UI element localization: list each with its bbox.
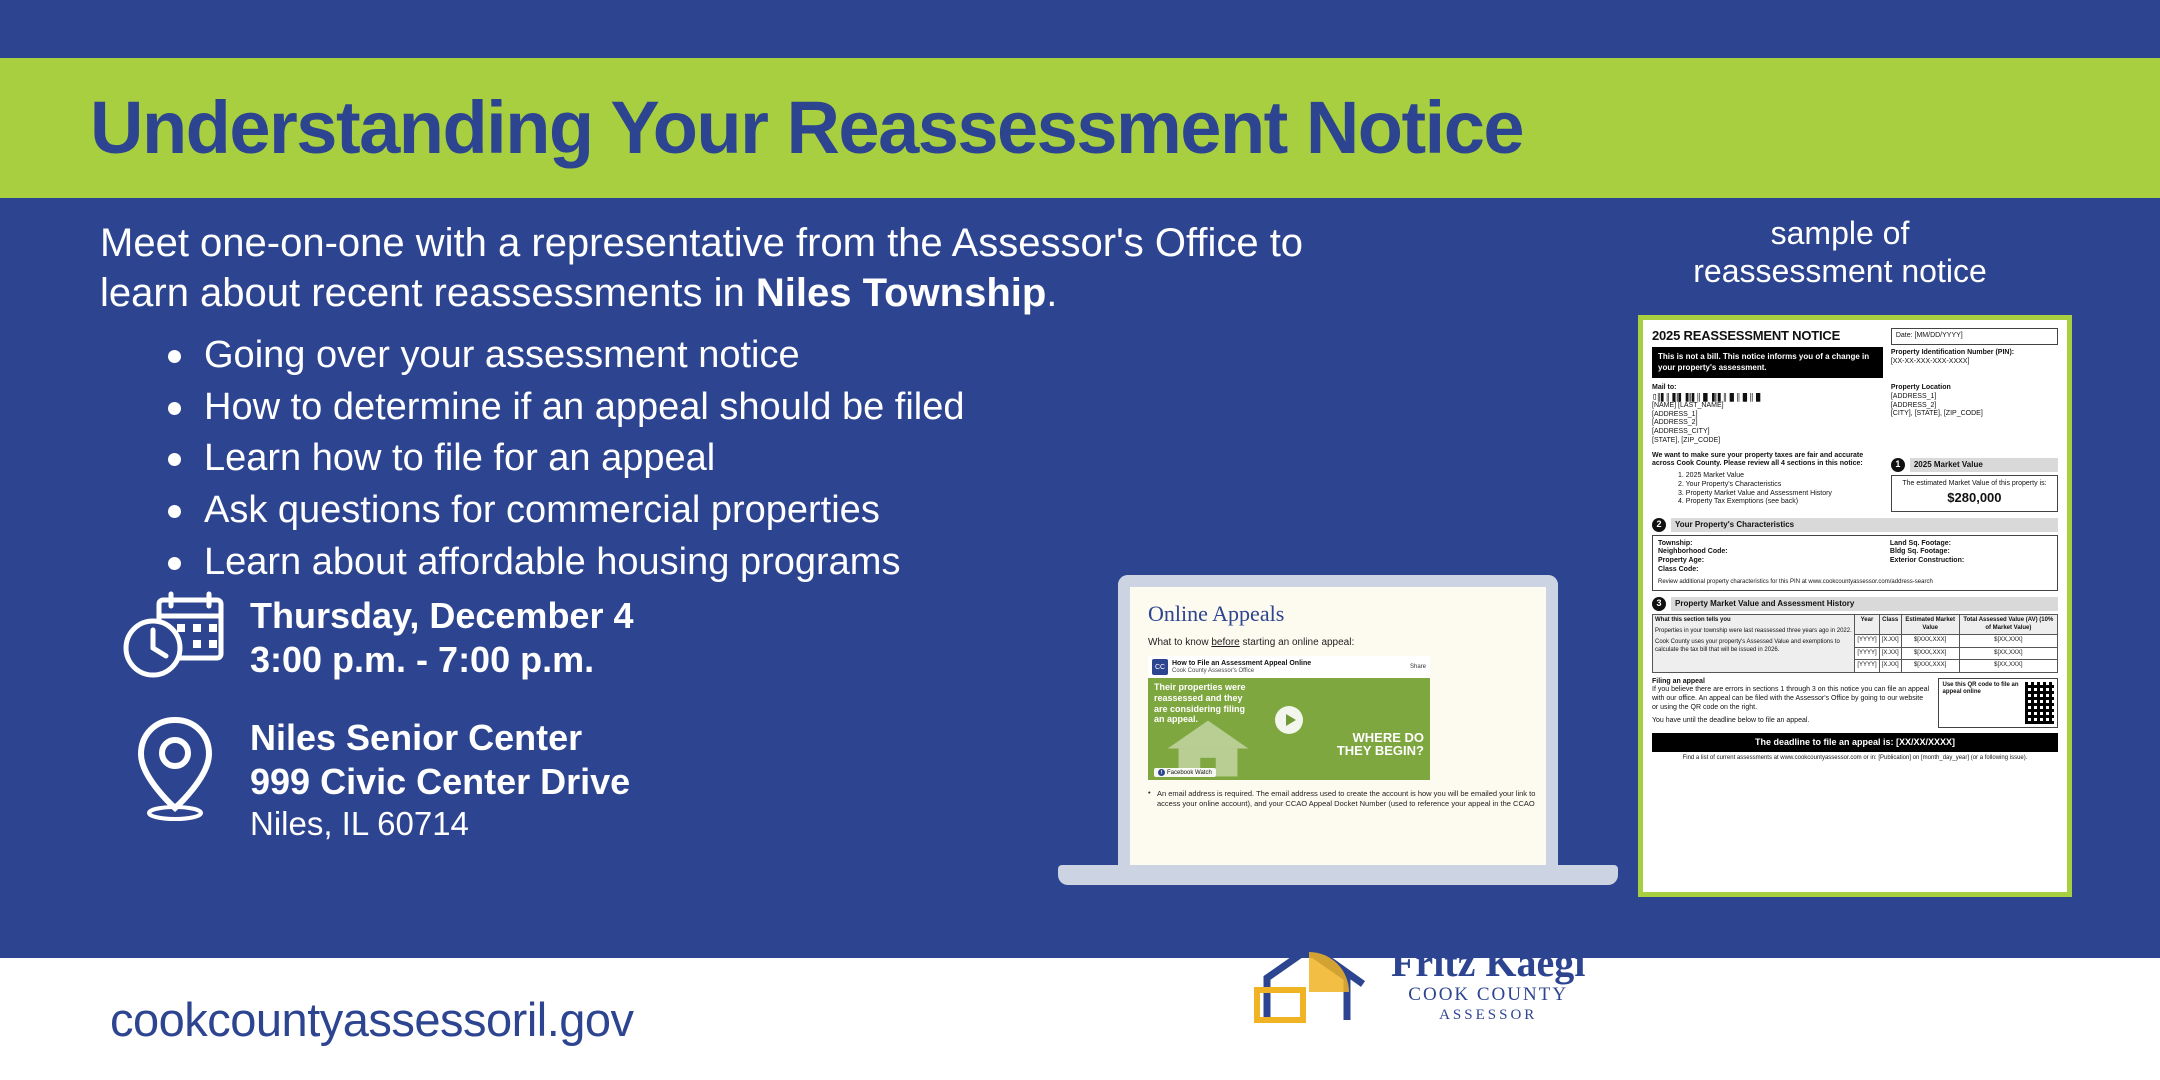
history-cell: $[XXX,XXX] <box>1901 660 1959 673</box>
venue-street: 999 Civic Center Drive <box>250 760 631 802</box>
intro-line-2-suffix: . <box>1046 271 1058 315</box>
overlay-line: an appeal. <box>1154 714 1199 725</box>
map-pin-icon <box>100 712 250 822</box>
share-button[interactable]: Share <box>1409 664 1426 670</box>
video-embed[interactable] <box>1148 656 1430 780</box>
overlay-headline-line: WHERE DO <box>1352 729 1424 745</box>
calendar-clock-icon <box>100 590 250 686</box>
event-location-text <box>250 712 630 844</box>
overlay-line: reassessed and they <box>1154 692 1243 703</box>
market-value-caption: The estimated Market Value of this property is: <box>1902 479 2047 487</box>
char-label: Township: <box>1658 539 1693 547</box>
assessor-name: Fritz Kaegi <box>1391 940 1586 986</box>
section-3-title: Property Market Value and Assessment History <box>1671 597 2058 611</box>
char-label: Exterior Construction: <box>1889 557 1965 565</box>
notice-footnote: Find a list of current assessments at www.cookcountyassessor.com or in: [Publication] on [month_day_year] (or a following issue). <box>1682 754 2028 761</box>
pin-value: [XX-XX-XXX-XXX-XXXX] <box>1890 357 1970 365</box>
facebook-watch-badge <box>1154 768 1216 777</box>
history-col-header: Class <box>1879 615 1901 635</box>
characteristics-note: Review additional property characteristics for this PIN at www.cookcountyassessor.com/address-search <box>1658 578 1933 585</box>
filing-title: Filing an appeal <box>1652 677 1705 685</box>
history-cell: [YYYY] <box>1855 660 1879 673</box>
review-item: 4. Property Tax Exemptions (see back) <box>1678 498 1799 506</box>
history-what-header: What this section tells you <box>1655 617 1731 624</box>
mail-line: [ADDRESS_2] <box>1652 419 1698 427</box>
event-datetime-text <box>250 590 633 682</box>
history-cell: [X.XX] <box>1879 647 1901 660</box>
video-header <box>1148 656 1430 678</box>
mail-line: [ADDRESS_1] <box>1652 410 1698 418</box>
market-value-box <box>1891 475 2058 512</box>
video-overlay-headline <box>1337 731 1424 758</box>
sample-caption-line-2: reassessment notice <box>1693 252 1987 289</box>
section-1-number: 1 <box>1891 458 1905 472</box>
section-1-header <box>1891 458 2058 472</box>
filing-note: You have until the deadline below to file an appeal. <box>1652 716 1810 724</box>
history-cell: $[XXX,XXX] <box>1901 647 1959 660</box>
intro-line-2-prefix: learn about recent reassessments in <box>100 271 756 315</box>
mail-line: [ADDRESS_CITY] <box>1652 428 1710 436</box>
venue-name: Niles Senior Center <box>250 717 583 758</box>
intro-line-1: Meet one-on-one with a representative from the Assessor's Office to <box>100 221 1304 265</box>
char-label <box>1890 566 2052 575</box>
characteristics-box <box>1652 535 2058 592</box>
section-1-title: 2025 Market Value <box>1910 458 2058 472</box>
history-what-p2: Cook County uses your property's Assessed Value and exemptions to calculate the tax bill that will be issued in 2026. <box>1655 639 1840 653</box>
review-text: We want to make sure your property taxes are fair and accurate across Cook County. Please review all 4 sections in this notice: <box>1652 451 1864 468</box>
event-location-row <box>100 712 1100 844</box>
qr-code-icon <box>2025 682 2054 724</box>
history-cell: $[XX,XXX] <box>1959 647 2057 660</box>
char-label: Property Age: <box>1658 557 1705 565</box>
notice-alert-box: This is not a bill. This notice informs you of a change in your property's assessment. <box>1652 347 1883 378</box>
history-cell: $[XX,XXX] <box>1959 660 2057 673</box>
left-content <box>100 218 1520 588</box>
review-item: 3. Property Market Value and Assessment History <box>1678 489 1832 497</box>
mail-to-label: Mail to: <box>1652 384 1677 392</box>
barcode: ▯║▌║▐║▌▐║▌║▐▌▐║▌║▐▌║▐▌║▐▌ <box>1652 392 1763 402</box>
logo-role: ASSESSOR <box>1439 1006 1538 1023</box>
notice-title: 2025 REASSESSMENT NOTICE <box>1652 328 1841 343</box>
section-2-number: 2 <box>1652 518 1666 532</box>
history-cell: [YYYY] <box>1855 647 1879 660</box>
overlay-headline-line: THEY BEGIN? <box>1336 743 1424 759</box>
channel-avatar-icon: CC <box>1152 659 1168 675</box>
watch-label: Facebook Watch <box>1167 769 1212 776</box>
logo-county: COOK COUNTY <box>1408 984 1569 1006</box>
logo-text <box>1391 942 1585 1024</box>
list-item: How to determine if an appeal should be filed <box>162 382 1520 434</box>
char-label: Neighborhood Code: <box>1658 548 1728 556</box>
history-cell: [YYYY] <box>1855 635 1879 648</box>
section-2-title: Your Property's Characteristics <box>1671 518 2058 532</box>
property-location-line: [CITY], [STATE], [ZIP_CODE] <box>1890 410 1983 418</box>
char-label: Class Code: <box>1658 565 1699 573</box>
video-channel: Cook County Assessor's Office <box>1172 667 1255 674</box>
intro-paragraph <box>100 218 1520 318</box>
subtitle-post: starting an online appeal: <box>1239 637 1355 648</box>
overlay-line: Their properties were <box>1154 682 1246 692</box>
page-title: Understanding Your Reassessment Notice <box>90 86 1524 169</box>
house-logo-icon <box>1245 938 1375 1028</box>
assessment-history-table <box>1652 614 2058 673</box>
history-cell: $[XX,XXX] <box>1959 635 2057 648</box>
laptop-screen <box>1118 575 1558 865</box>
header-banner <box>0 58 2160 198</box>
char-label: Land Sq. Footage: <box>1889 539 1951 547</box>
laptop-illustration <box>1058 575 1618 885</box>
event-date: Thursday, December 4 <box>250 595 634 636</box>
event-datetime-row <box>100 590 1100 686</box>
mail-line: [STATE], [ZIP_CODE] <box>1652 436 1721 444</box>
property-location-label: Property Location <box>1890 384 1951 392</box>
assessor-logo <box>1245 938 1585 1028</box>
filing-text: If you believe there are errors in sections 1 through 3 on this notice you can file an appeal with our office. An appeal can be filed with the Assessor's Office by going to our website or using the QR code on the right. <box>1652 686 1930 711</box>
history-cell: $[XXX,XXX] <box>1901 635 1959 648</box>
history-col-header: Total Assessed Value (AV) (10% of Market Value) <box>1959 615 2057 635</box>
list-item: Learn about affordable housing programs <box>162 537 1520 589</box>
review-item: 1. 2025 Market Value <box>1678 472 1745 480</box>
sample-notice-caption <box>1630 215 2050 291</box>
event-time: 3:00 p.m. - 7:00 p.m. <box>250 638 595 680</box>
notice-date: Date: [MM/DD/YYYY] <box>1891 328 2058 345</box>
venue-citystate: Niles, IL 60714 <box>250 804 469 842</box>
history-col-header: Year <box>1855 615 1879 635</box>
property-location-line: [ADDRESS_1] <box>1890 392 1937 400</box>
website-url[interactable]: cookcountyassessoril.gov <box>110 992 634 1046</box>
mail-line: [NAME] [LAST_NAME] <box>1652 401 1724 409</box>
video-title: How to File an Assessment Appeal Online <box>1172 659 1312 667</box>
event-details <box>100 590 1100 870</box>
list-item: Going over your assessment notice <box>162 330 1520 382</box>
laptop-base <box>1058 865 1618 885</box>
email-requirement-note: • An email address is required. The email address used to create the account is how you will be emailed your link to access your online account), and your CCAO Appeal Docket Number (used to reference your appeal in the CCAO <box>1148 789 1548 809</box>
qr-caption: Use this QR code to file an appeal online <box>1942 681 2019 695</box>
history-col-header: Estimated Market Value <box>1901 615 1959 635</box>
online-appeals-subtitle <box>1148 637 1546 648</box>
facebook-icon: f <box>1158 769 1165 776</box>
sample-reassessment-notice <box>1638 315 2072 897</box>
list-item: Ask questions for commercial properties <box>162 485 1520 537</box>
overlay-line: are considering filing <box>1154 703 1246 714</box>
section-2-header <box>1652 518 2058 532</box>
appeal-deadline: The deadline to file an appeal is: [XX/XX/XXXX] <box>1652 733 2058 752</box>
footer-bar <box>0 958 2160 1080</box>
sample-caption-line-1: sample of <box>1770 215 1910 251</box>
online-appeals-title: Online Appeals <box>1148 601 1285 626</box>
history-cell: [X.XX] <box>1879 635 1901 648</box>
subtitle-pre: What to know <box>1148 637 1212 648</box>
char-label: Bldg Sq. Footage: <box>1889 548 1950 556</box>
section-3-header <box>1652 597 2058 611</box>
review-item: 2. Your Property's Characteristics <box>1678 480 1782 488</box>
list-item: Learn how to file for an appeal <box>162 433 1520 485</box>
pin-label: Property Identification Number (PIN): <box>1890 348 2015 356</box>
subtitle-underlined: before <box>1211 637 1240 648</box>
section-3-number: 3 <box>1652 597 1666 611</box>
market-value-amount: $280,000 <box>1947 490 2002 506</box>
history-cell: [X.XX] <box>1879 660 1901 673</box>
township-name: Niles Township <box>755 271 1047 315</box>
topics-list <box>162 330 1520 588</box>
play-button-icon[interactable] <box>1275 706 1303 734</box>
history-what-p1: Properties in your township were last reassessed three years ago in 2022. <box>1655 627 1852 634</box>
property-location-line: [ADDRESS_2] <box>1890 401 1937 409</box>
